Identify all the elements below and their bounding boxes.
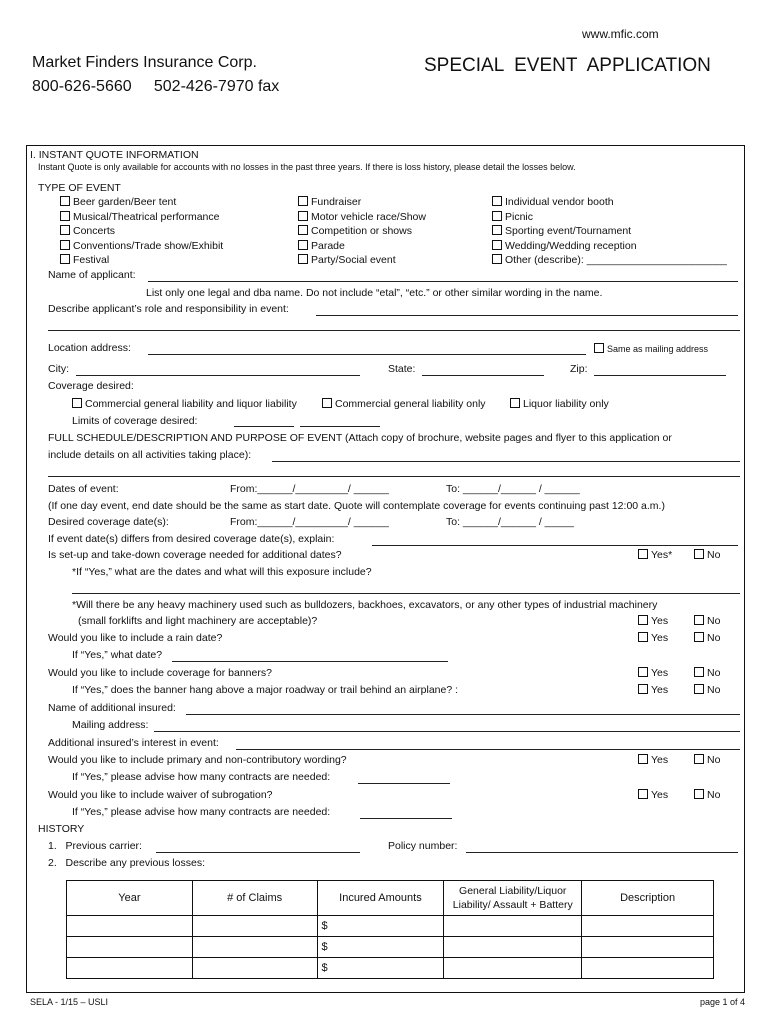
banner-sub-no[interactable]: No xyxy=(694,684,720,696)
table-cell[interactable] xyxy=(67,958,193,979)
checkbox[interactable] xyxy=(60,211,70,221)
banner-yes[interactable]: Yes xyxy=(638,667,668,679)
desired-from-date[interactable]: From:______/_________/ ______ xyxy=(230,516,389,528)
table-cell[interactable] xyxy=(444,958,582,979)
history-heading: HISTORY xyxy=(38,823,85,835)
amount-cell[interactable]: $ xyxy=(317,916,444,937)
table-cell[interactable] xyxy=(67,916,193,937)
previous-carrier-label: 1. Previous carrier: xyxy=(48,840,142,852)
checkbox[interactable] xyxy=(60,240,70,250)
checkbox[interactable] xyxy=(694,754,704,764)
table-cell[interactable] xyxy=(582,958,714,979)
schedule-label-2: include details on all activities taking place): xyxy=(48,449,252,461)
table-cell[interactable] xyxy=(444,916,582,937)
event-type-option[interactable]: Other (describe): ________________________ xyxy=(492,253,727,268)
setup-sub: *If “Yes,” what are the dates and what will this exposure include? xyxy=(72,566,372,578)
loss-history-table xyxy=(66,880,714,979)
city-label: City: xyxy=(48,363,69,375)
section-heading: I. INSTANT QUOTE INFORMATION xyxy=(30,149,199,161)
event-type-column-1 xyxy=(60,195,223,268)
policy-number-field[interactable] xyxy=(466,852,738,853)
type-of-event-label: TYPE OF EVENT xyxy=(38,182,121,194)
policy-number-label: Policy number: xyxy=(388,840,458,852)
additional-insured-field[interactable] xyxy=(186,714,740,715)
checkbox[interactable] xyxy=(492,254,502,264)
event-type-option[interactable]: Musical/Theatrical performance xyxy=(60,210,223,225)
checkbox[interactable] xyxy=(694,789,704,799)
form-id: SELA - 1/15 – USLI xyxy=(30,997,109,1007)
additional-insured-label: Name of additional insured: xyxy=(48,702,176,714)
interest-field[interactable] xyxy=(236,749,740,750)
checkbox[interactable] xyxy=(322,398,332,408)
limits-field-1[interactable] xyxy=(234,426,294,427)
coverage-label: Coverage desired: xyxy=(48,380,134,392)
table-cell[interactable] xyxy=(444,937,582,958)
schedule-label: FULL SCHEDULE/DESCRIPTION AND PURPOSE OF EVENT (Attach copy of brochure, website pages and flyer to this application or xyxy=(48,432,672,444)
checkbox[interactable] xyxy=(298,254,308,264)
checkbox[interactable] xyxy=(298,211,308,221)
previous-losses-label: 2. Describe any previous losses: xyxy=(48,857,205,869)
event-type-column-2 xyxy=(298,195,426,268)
waiver-field[interactable] xyxy=(360,818,452,819)
event-to-date[interactable]: To: ______/______ / ______ xyxy=(446,483,580,495)
checkbox[interactable] xyxy=(694,615,704,625)
coverage-option-liquor-only[interactable]: Liquor liability only xyxy=(510,398,609,410)
location-label: Location address: xyxy=(48,342,131,354)
rain-no[interactable]: No xyxy=(694,632,720,644)
checkbox[interactable] xyxy=(60,196,70,206)
checkbox[interactable] xyxy=(298,225,308,235)
setup-yes[interactable]: Yes* xyxy=(638,549,672,561)
checkbox[interactable] xyxy=(298,196,308,206)
checkbox[interactable] xyxy=(638,615,648,625)
banner-no[interactable]: No xyxy=(694,667,720,679)
limits-field-2[interactable] xyxy=(300,426,380,427)
applicant-field[interactable] xyxy=(148,281,738,282)
differs-field[interactable] xyxy=(372,545,738,546)
rain-field[interactable] xyxy=(172,661,448,662)
checkbox[interactable] xyxy=(694,667,704,677)
table-cell[interactable] xyxy=(582,937,714,958)
table-row xyxy=(67,916,714,937)
coverage-option-cgl-liquor[interactable]: Commercial general liability and liquor liability xyxy=(72,398,297,410)
table-cell[interactable] xyxy=(582,916,714,937)
banner-question: Would you like to include coverage for banners? xyxy=(48,667,272,679)
event-from-date[interactable]: From:______/_________/ ______ xyxy=(230,483,389,495)
dates-label: Dates of event: xyxy=(48,483,119,495)
schedule-field-2[interactable] xyxy=(48,476,740,477)
interest-label: Additional insured’s interest in event: xyxy=(48,737,219,749)
table-cell[interactable] xyxy=(192,937,317,958)
desired-dates-label: Desired coverage date(s): xyxy=(48,516,169,528)
machinery-no[interactable]: No xyxy=(694,615,720,627)
rain-question: Would you like to include a rain date? xyxy=(48,632,223,644)
rain-yes[interactable]: Yes xyxy=(638,632,668,644)
website-url[interactable]: www.mfic.com xyxy=(582,27,659,41)
event-type-option[interactable]: Sporting event/Tournament xyxy=(492,224,727,239)
company-phone: 800-626-5660 502-426-7970 fax xyxy=(32,78,280,95)
banner-sub: If “Yes,” does the banner hang above a major roadway or trail behind an airplane? : xyxy=(72,684,459,696)
checkbox[interactable] xyxy=(298,240,308,250)
event-type-option[interactable]: Individual vendor booth xyxy=(492,195,727,210)
zip-label: Zip: xyxy=(570,363,588,375)
checkbox[interactable] xyxy=(694,684,704,694)
table-cell[interactable] xyxy=(192,916,317,937)
section-note: Instant Quote is only available for accounts with no losses in the past three years. If there is loss history, please detail the losses below. xyxy=(38,162,576,172)
role-field-2[interactable] xyxy=(48,330,740,331)
checkbox[interactable] xyxy=(594,343,604,353)
checkbox[interactable] xyxy=(492,211,502,221)
checkbox[interactable] xyxy=(694,632,704,642)
table-row xyxy=(67,958,714,979)
event-type-column-3 xyxy=(492,195,727,268)
primary-sub: If “Yes,” please advise how many contracts are needed: xyxy=(72,771,331,783)
same-mailing-option[interactable]: Same as mailing address xyxy=(594,343,708,354)
checkbox[interactable] xyxy=(638,667,648,677)
primary-no[interactable]: No xyxy=(694,754,720,766)
column-header: # of Claims xyxy=(192,881,317,916)
location-field[interactable] xyxy=(148,354,586,355)
machinery-question-2: (small forklifts and light machinery are acceptable)? xyxy=(78,615,318,627)
checkbox[interactable] xyxy=(492,240,502,250)
event-type-option[interactable]: Party/Social event xyxy=(298,253,426,268)
checkbox[interactable] xyxy=(60,254,70,264)
column-header: Description xyxy=(582,881,714,916)
checkbox[interactable] xyxy=(638,754,648,764)
event-type-option[interactable]: Beer garden/Beer tent xyxy=(60,195,223,210)
checkbox[interactable] xyxy=(510,398,520,408)
amount-cell[interactable]: $ xyxy=(317,958,444,979)
checkbox[interactable] xyxy=(638,789,648,799)
event-type-option[interactable]: Festival xyxy=(60,253,223,268)
waiver-sub: If “Yes,” please advise how many contracts are needed: xyxy=(72,806,331,818)
machinery-yes[interactable]: Yes xyxy=(638,615,668,627)
city-field[interactable] xyxy=(76,375,360,376)
checkbox[interactable] xyxy=(638,549,648,559)
amount-cell[interactable]: $ xyxy=(317,937,444,958)
one-day-note: (If one day event, end date should be the same as start date. Quote will contemplate coverage for events continuing past 12:00 a.m.) xyxy=(48,500,665,512)
column-header: General Liability/Liquor Liability/ Assault + Battery xyxy=(444,881,582,916)
setup-question: Is set-up and take-down coverage needed for additional dates? xyxy=(48,549,342,561)
zip-field[interactable] xyxy=(594,375,726,376)
machinery-question: *Will there be any heavy machinery used such as bulldozers, backhoes, excavators, or any other types of industrial machinery xyxy=(72,599,658,611)
column-header: Incured Amounts xyxy=(317,881,444,916)
applicant-note: List only one legal and dba name. Do not include “etal”, “etc.” or other similar wording in the name. xyxy=(146,287,603,299)
setup-no[interactable]: No xyxy=(694,549,720,561)
checkbox[interactable] xyxy=(638,684,648,694)
state-field[interactable] xyxy=(422,375,544,376)
limits-label: Limits of coverage desired: xyxy=(72,415,198,427)
state-label: State: xyxy=(388,363,416,375)
role-field[interactable] xyxy=(316,315,738,316)
column-header: Year xyxy=(67,881,193,916)
event-type-option[interactable]: Picnic xyxy=(492,210,727,225)
table-cell[interactable] xyxy=(192,958,317,979)
event-type-option[interactable]: Parade xyxy=(298,239,426,254)
desired-to-date[interactable]: To: ______/______ / _____ xyxy=(446,516,574,528)
event-type-option[interactable]: Wedding/Wedding reception xyxy=(492,239,727,254)
schedule-field[interactable] xyxy=(272,461,740,462)
table-cell[interactable] xyxy=(67,937,193,958)
table-row xyxy=(67,937,714,958)
checkbox[interactable] xyxy=(60,225,70,235)
checkbox[interactable] xyxy=(492,225,502,235)
banner-sub-yes[interactable]: Yes xyxy=(638,684,668,696)
mailing-field[interactable] xyxy=(154,731,740,732)
event-type-option[interactable]: Competition or shows xyxy=(298,224,426,239)
mailing-label: Mailing address: xyxy=(72,719,149,731)
event-type-option[interactable]: Fundraiser xyxy=(298,195,426,210)
setup-field[interactable] xyxy=(72,593,740,594)
checkbox[interactable] xyxy=(638,632,648,642)
rain-sub: If “Yes,” what date? xyxy=(72,649,163,661)
previous-carrier-field[interactable] xyxy=(156,852,360,853)
checkbox[interactable] xyxy=(72,398,82,408)
coverage-option-cgl-only[interactable]: Commercial general liability only xyxy=(322,398,486,410)
differs-label: If event date(s) differs from desired coverage date(s), explain: xyxy=(48,533,335,545)
primary-question: Would you like to include primary and non-contributory wording? xyxy=(48,754,347,766)
primary-yes[interactable]: Yes xyxy=(638,754,668,766)
company-name: Market Finders Insurance Corp. xyxy=(32,54,257,71)
checkbox[interactable] xyxy=(492,196,502,206)
applicant-label: Name of applicant: xyxy=(48,269,136,281)
event-type-option[interactable]: Conventions/Trade show/Exhibit xyxy=(60,239,223,254)
primary-field[interactable] xyxy=(358,783,450,784)
waiver-question: Would you like to include waiver of subrogation? xyxy=(48,789,273,801)
event-type-option[interactable]: Motor vehicle race/Show xyxy=(298,210,426,225)
waiver-yes[interactable]: Yes xyxy=(638,789,668,801)
checkbox[interactable] xyxy=(694,549,704,559)
table-header-row xyxy=(67,881,714,916)
event-type-option[interactable]: Concerts xyxy=(60,224,223,239)
page-number: page 1 of 4 xyxy=(700,997,746,1007)
waiver-no[interactable]: No xyxy=(694,789,720,801)
page-title: SPECIAL EVENT APPLICATION xyxy=(424,55,711,76)
role-label: Describe applicant’s role and responsibility in event: xyxy=(48,303,289,315)
